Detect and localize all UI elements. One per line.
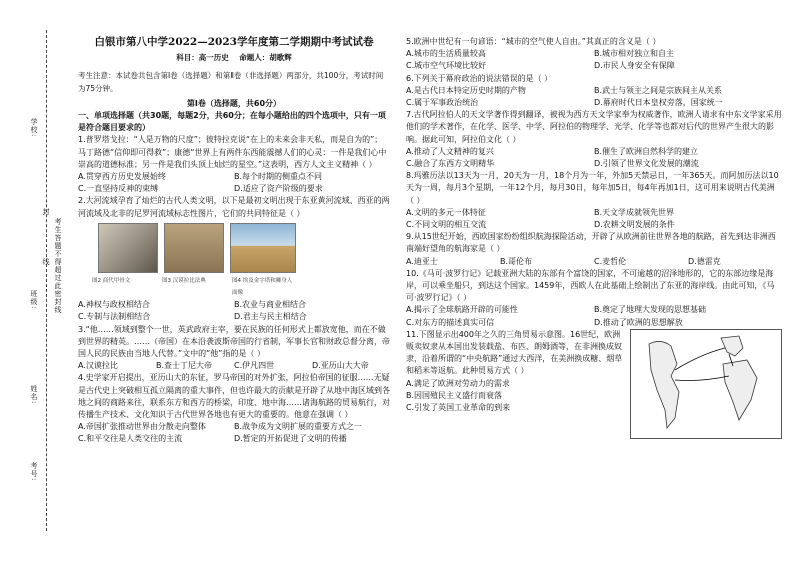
option-c: C.麦哲伦 (594, 256, 627, 266)
image-caption: 图2 商代甲骨文 (92, 277, 131, 284)
question-9 (406, 231, 782, 268)
option-d: D.市民人身安全有保障 (594, 61, 675, 71)
question-1 (78, 134, 390, 195)
option-d: D.亚历山大大帝 (312, 361, 369, 371)
right-column (406, 36, 782, 414)
option-d: D.德雷克 (688, 256, 721, 266)
option-a: A.文明的多元一体特征 (406, 207, 486, 217)
triangle-trade-map (630, 329, 782, 439)
option-c: C.城市空气环境比较好 (406, 61, 487, 71)
option-b: B.每个时期的侧重点不同 (234, 172, 323, 182)
option-b: B.天文学成就领先世界 (594, 207, 675, 217)
school-label: 学校: (30, 118, 38, 138)
question-stem: 2.大河流域孕育了灿烂的古代人类文明，以下是最初文明出现于东亚黄河流域、西亚的两河流域及北非的尼罗河流域标志性图片，它们的共同特征是（ ） (78, 196, 390, 218)
option-a: A.满足了欧洲对劳动力的需求 (406, 378, 510, 388)
option-a: A.揭示了全球航路开辟的可能性 (406, 305, 518, 315)
question-11 (406, 329, 782, 414)
question-stem: 4.史学家开启提出，亚历山大的东征，罗马帝国的对外扩张，阿拉伯帝国的征服……无疑是古代史上突破相互孤立隔离的重大事件，但也许最大的贡献是开辟了从地中海区域到各地之间的商路来往，联系东方和西方的桥梁，印度、地中海……诸海航路的贸易航行，对传播生产技术、文化知识于古代世界各地也有更大的重要的。他意在强调（ ） (78, 373, 390, 420)
exam-notice: 考生注意：本试卷共包含第Ⅰ卷（选择题）和第Ⅱ卷（非选择题）两部分，共100分，考试时间为75分钟。 (78, 71, 384, 93)
option-c: C.和平交往是人类交往的主流 (78, 434, 183, 444)
part-instructions: 一、单项选择题（共30题，每题2分，共60分；在每小题给出的四个选项中，只有一项是符合题目要求的） (78, 111, 386, 133)
hammurabi-code-image (164, 223, 224, 273)
option-c: C.对东方的描述真实可信 (406, 317, 495, 327)
africa-landmass (723, 360, 757, 420)
option-c: C.专制与法制相结合 (78, 312, 151, 322)
option-d: D.适应了资产阶级的要求 (234, 184, 323, 194)
option-b: B.武士与领主之间是宗族间主从关系 (594, 85, 723, 95)
option-c: C.一直坚持反神的束缚 (78, 184, 159, 194)
binding-margin (0, 0, 70, 561)
question-5 (406, 36, 782, 73)
question-stem: 9.从15世纪开始，西欧国家纷纷组织航海探险活动，开辟了从欧洲前往世界各地的航路，首先到达非洲西南端好望角的航海家是（ ） (406, 232, 776, 254)
option-a: A.推动了人文精神的复兴 (406, 146, 494, 156)
section-heading: 第Ⅰ卷（选择题，共60分） (186, 98, 282, 108)
image-caption: 图3 汉谟拉比法典 (162, 277, 206, 284)
question-stem: 8.玛雅历法以13天为一月，20天为一月，18个月为一年，外加5天禁忌日，一年365天。而阿加历法以10天为一周，每月3个星期，一年12个月，每月30日，每年加5日，每4年再加1日，这可用来说明古代美洲（ ） (406, 171, 779, 205)
option-d: D.暂定的开拓促进了文明的传播 (234, 434, 347, 444)
option-d: D.幕府时代日本皇权旁落，国家统一 (594, 98, 723, 108)
option-b: B.奠定了地理大发现的思想基础 (594, 305, 707, 315)
question-4 (78, 372, 390, 445)
option-c: C.不同文明的相互交流 (406, 220, 487, 230)
question-7 (406, 109, 782, 170)
option-b: B.战争成为文明扩展的重要方式之一 (234, 422, 363, 432)
oracle-bone-image (98, 223, 158, 273)
option-b: B.催生了欧洲自然科学的建立 (594, 146, 699, 156)
subject: 科目：高一历史 (176, 53, 229, 63)
option-a: A.汉谟拉比 (78, 361, 118, 371)
trade-route (675, 376, 729, 381)
exam-no-label: 考号: (30, 462, 38, 482)
author: 命题人：胡歌辉 (239, 53, 292, 63)
page-title: 白银市第八中学2022—2023学年度第二学期期中考试试卷 (94, 36, 374, 48)
option-a: A.城市的生活质量较高 (406, 49, 486, 59)
option-d: D.推动了欧洲的思想解放 (594, 317, 683, 327)
question-stem: 5.欧洲中世纪有一句谚语：“城市的空气使人自由。”其真正的含义是（ ） (406, 37, 661, 46)
europe-landmass (721, 336, 743, 356)
option-b: B.因国殖民主义盛行而衰落 (406, 390, 503, 400)
question-2 (78, 195, 390, 323)
image-caption: 图4 埃及金字塔和狮身人面像 (232, 277, 293, 297)
option-b: B.哥伦布 (500, 256, 533, 266)
question-stem: 10.《马可·波罗行记》记载亚洲大陆的东部有个富饶的国家，不可逾越的沼泽地形的，它的东部边缘是海岸，可以乘坐船只，到达这个国家。1459年，西欧人在此基础上绘制出了东亚的海岸线。由此可知，《马可·波罗行记》（ ） (406, 268, 775, 303)
option-b: B.城市相对独立和自主 (594, 49, 675, 59)
name-label: 姓名: (30, 385, 38, 405)
pyramid-sphinx-image (230, 223, 296, 273)
question-stem: 11.下图显示出400年之久的三角贸易示意图。16世纪，欧洲贩卖奴隶从本国出发装载盐、布匹、朗姆酒等，在非洲换成奴隶，沿着所谓的“中央航路”通过大西洋，在美洲换成糖、烟草和稻米等返航。此种贸易方式（ ） (406, 329, 623, 376)
subject-line (78, 52, 390, 64)
seal-line (46, 30, 47, 531)
option-c: C.引发了英国工业革命的到来 (406, 403, 511, 413)
option-b: B.农业与商业相结合 (234, 300, 307, 310)
class-label: 班级: (30, 290, 38, 310)
question-stem: 1.普罗塔戈拉：“人是万物的尺度”；彼特拉克说“在上的未来会非天私，而是自为的”；马丁路德“信仰即可得救”；康德“世界上有两件东西能震撼人们的心灵：一件是我们心中崇高的道德标准；另一件是我们头顶上灿烂的星空。”这表明，西方人文主义精神（ ） (78, 135, 387, 169)
option-b: B.查士丁尼大帝 (156, 361, 213, 371)
question-stem: 7.古代阿拉伯人的天文学著作得到翻译，被视为西方天文学家奉为权威著作，欧洲人请求有中东文学家采用他们的学术著作，在化学、医学、中学、阿拉伯的物理学、光学、化学等也都对后代的世界产生很大的影响。据此可知，阿拉伯文化（ ） (406, 110, 782, 144)
option-c: C.伊凡四世 (234, 361, 275, 371)
line-char: 线 (42, 258, 50, 266)
trade-route (675, 348, 725, 370)
americas-landmass (649, 341, 679, 428)
option-c: C.属于军事政治统治 (406, 98, 479, 108)
left-column (78, 36, 390, 446)
option-a: A.是古代日本特定历史时期的产物 (406, 85, 526, 95)
question-stem: 6.下列关于幕府政治的说法错误的是（ ） (406, 73, 553, 83)
warning-text: 考生答题不得超过此密封线 (54, 218, 62, 314)
question-3 (78, 324, 390, 373)
option-a: A.迪亚士 (406, 256, 438, 266)
option-a: A.帝国扩张推动世界由分散走向整体 (78, 422, 206, 432)
option-a: A.神权与政权相结合 (78, 300, 150, 310)
question-8 (406, 170, 782, 231)
option-a: A.贯穿西方历史发展始终 (78, 172, 166, 182)
option-c: C.融合了东西方文明精华 (406, 159, 495, 169)
question-stem: 3.“他……领域到整个一世，英武政府主宰，要在民族的任何形式上都放宽他，而在不做到世界的精英。……（帝国）在本沿袭波斯帝国的行省制，军事长官和财政总督分离，帝国人民的民族由当地人代替。”文中的“他”指的是（ ） (78, 324, 390, 359)
option-d: D.农耕文明发展的条件 (594, 220, 675, 230)
option-d: D.引领了世界文化发展的潮流 (594, 159, 699, 169)
option-d: D.君主与民主相结合 (234, 312, 307, 322)
question-10 (406, 268, 782, 329)
question-6 (406, 73, 782, 110)
seal-char: 封 (42, 208, 50, 216)
